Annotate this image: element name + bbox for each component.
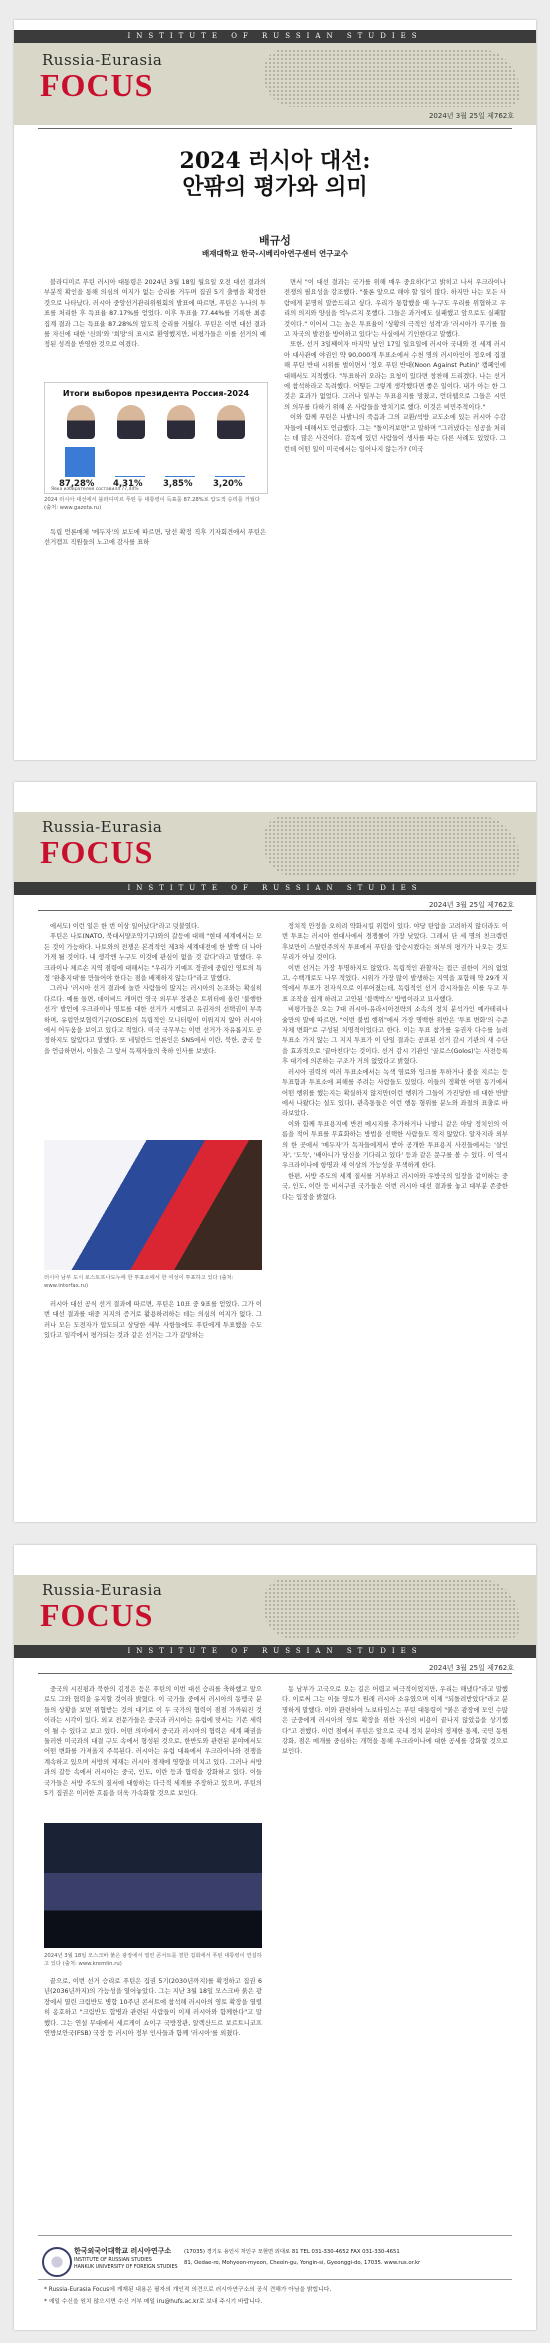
brand-title-top: Russia-Eurasia [42,51,163,69]
author-name: 배규성 [259,234,291,247]
masthead [14,812,536,882]
candidate-photo [217,405,245,439]
photo-caption: 2024년 3월 18일 모스크바 붉은 광장에서 열린 콘서트를 겸한 집회에서 푸틴 대통령이 연설하고 있다 (출처: www.kremlin.ru) [44,1953,262,1967]
header-rule [38,128,512,129]
paragraph: 블라디미르 푸틴 러시아 대통령은 2024년 3월 18일 월요일 오전 대선 결과의 부분적 확인을 통해 의심의 여지가 없는 승리를 거두며 집권 5기 출범을 확정한 것으로 나타났다. 러시아 중앙선거관리위원회의 발표에 따르면, 푸틴은 누나의 투표를 처리한 후 득표율 87.17%를 얻었다. 이후 투표율 77.44%를 기록한 최종 집계 결과 그는 득표율 87.28%의 압도적 승리를 거뒀다. 푸틴은 이번 대선 결과를 자신에 대한 '신뢰'와 '희망'의 표시로 환영했지만, 비평가들은 이를 선거의 예정된 성격을 반영한 것으로 여겼다. [44,279,266,349]
value-label-3: 3,85% [163,479,193,489]
paragraph: 푸틴은 나토(NATO, 북대서양조약기구)와의 갈등에 대해 "현대 세계에서는 모든 것이 가능하다. 나토와의 전쟁은 본격적인 제3차 세계대전에 한 발짝 더 나아가게 될 것이다. 내 생각엔 누구도 이것에 관심이 없을 것 같다"라고 말했다. 우크라이나 체르손 지역 점령에 대해서는 "우리가 키예프 정권에 중립인 영토의 특정 '완충지대'를 만들어야 한다는 점을 배제하지 않는다"라고 말했다. [44,933,262,983]
paragraph: 중국의 시진핑과 북한의 김정은 등은 푸틴의 이번 대선 승리를 축하했고 앞으로도 그와 협력을 유지할 것이라 밝혔다. 이 국가들 중에서 러시아의 동맹국 분들의 상황을 보면 위협받는 것의 대기로 이 두 국가의 협력이 점점 가까워진 것이라는 시각이 있다. 외교 전문가들은 중국과 러시아는 유럽에 맞서는 기존 세력이 될 수 있다고 보고 있다. 어떤 의미에서 중국과 러시아의 협력은 세계 패권을 둘러싼 미국과의 대결 구도 속에서 형성된 것으로, 한반도와 관련된 분야에서도 어떤 변화를 가져올지 주목된다. 러시아는 유럽 대륙에서 우크라이나와 전쟁을 계속하고 있으며 서방의 제재는 러시아 경제에 영향을 미치고 있다. 그러나 서방과의 갈등 속에서 러시아는 중국, 인도, 이란 등과 협력을 강화하고 있다. 이들 국가들은 서방 주도의 질서에 대항하는 다극적 세계를 주장하고 있으며, 푸틴의 5기 집권은 이러한 흐름을 더욱 가속화할 것으로 보인다. [44,1686,262,1798]
world-map-graphic [264,816,519,876]
paragraph: 에서도) 이런 일은 한 번 이상 일어났다"라고 덧붙였다. [50,923,200,930]
brand-title-main: FOCUS [40,1597,154,1633]
election-results-chart [44,382,268,494]
university-seal-icon [42,2247,72,2277]
article-title-line2: 안팎의 평가와 의미 [182,174,368,200]
voting-photo [44,1140,262,1270]
paragraph: 정치적 안정을 오히려 약화시킬 위험이 있다. 야당 탄압을 고려하지 않더라도 이번 투표는 러시아 현대사에서 경쟁률이 가장 낮았다. 그래서 단 세 명의 친크렘린 후보만이 스탈린주의식 투표에서 푸틴을 압승시켰다는 외부의 평가가 나오는 것도 무리가 아닐 것이다. [282,923,508,962]
candidate-photo [167,405,195,439]
body-column-left-cont [44,1977,262,2127]
chart-title: Итоги выборов президента Россия-2024 [62,389,250,398]
paragraph: 또한, 선거 3일째이자 마지막 날인 17일 일요일에 러시아 국내와 전 세계 러시아 대사관에 야권인 약 90,000개 투표소에서 수천 명의 러시아인이 정오에 집결해 푸틴 반대 시위를 벌이면서 '정오 푸틴 반대(Noon Against Putin)' 캠페인에 대해서도 지적했다. "투표하러 오라는 요청이 있다면 창찬해 드리겠다. 나는 선거에 참석하라고 독려했다. 어떻든 그렇게 생각했다면 좋은 일이다. 내가 아는 한 그것은 효과가 없었다. 그러나 일부는 투표용지를 망쳤고, 언더웹으로 그들은 시민의 의무를 다하기 위해 온 사람들을 방치기로 했다. 이것은 비민주적이다." [284,341,506,411]
institute-band: INSTITUTE OF RUSSIAN STUDIES [14,30,536,43]
body-column-right [282,922,508,1507]
paragraph: 그러나 '러시아 선거 결과에 놀란 사람들이 많지는 러시아의 논조와는 확실히 다르다. 예를 들면, 데이비드 캐머런 영국 외무부 장관은 트위터에 올린 '불행한 선거' 발언에 우크라이나 영토를 대한 선거가 시행되고 유권자의 선택권이 부족하며, 유럽안보협력기구(OSCE)의 독립적인 모니터링이 이뤄지지 않아 러시아에서 어두움을 보이고 있다고 적었다. 미국 국무부는 이번 선거가 자유롭지도 공정하지도 않았다고 말했다. 또 네덜란드 언론인은 SNS에서 이란, 북한, 중국 등을 언급하면서, 이들은 그 앞서 독재자들의 축하 인사를 보냈다. [44,985,262,1055]
institute-band: INSTITUTE OF RUSSIAN STUDIES [14,882,536,895]
footer-rule [38,2279,512,2280]
paragraph: 이와 함께 푸틴은 나발니의 죽음과 그의 교환/석방 교도소에 있는 러시아 수감자들에 대해서도 언급했다. 그는 "돌이켜보면"고 말하며 "그러냈다는 성공을 처리는 데 많은 사건이다. 감독에 있던 사람들이 생사를 따는 다른 사례도 있었다. 그런데 어떤 일이 미국에서는 일어나지 않는가? (미국 [284,414,506,453]
institute-name-en: INSTITUTE OF RUSSIAN STUDIES [74,2258,152,2263]
page-2 [14,782,536,1522]
author-affiliation: 배재대학교 한국-시베리아연구센터 연구교수 [202,249,348,258]
candidate-photo [117,405,145,439]
unsubscribe-text: * 예일 수신을 원치 않으시면 수신 거부 메일 iru@hufs.ac.kr로 보내 주시기 바랍니다. [44,2299,263,2305]
world-map-graphic [264,49,519,107]
article-title-line1: 2024 러시아 대선: [179,148,371,174]
institute-band: INSTITUTE OF RUSSIAN STUDIES [14,1645,536,1658]
paragraph: 이번 선거는 가장 투명하지도 않았다. 독립적인 관찰자는 접근 권한이 거의 없었고, 수백개로도 나무 적었다. 시위가 가장 많이 발생하는 지역을 포함해 약 29개 지역에서 투표가 전자식으로 이루어졌는데, 독립적인 선거 감시자들은 이를 두고 투표 조작을 쉽게 하려고 고안된 '블랙박스' 방법이라고 묘사했다. [282,964,508,1003]
brand-title-main: FOCUS [40,67,154,103]
value-label-2: 4,31% [113,479,143,489]
red-square-concert-photo [44,1823,262,1948]
body-column-right [284,278,506,455]
issue-number: 2024년 3월 25일 제762호 [428,112,514,120]
masthead [14,1575,536,1645]
body-column-left [44,1685,262,1817]
brand-title-top: Russia-Eurasia [42,1581,163,1599]
body-column-left [44,278,266,351]
body-column-right [282,1685,508,1825]
chart-caption: 2024 러시아 대선에서 블라디미르 푸틴 등 대통령이 득표를 87.28%로 압도적 승리를 거뒀다 (출처: www.gazeta.ru) [44,497,260,511]
page-1 [14,20,536,760]
paragraph: 러시아 대선 공식 선거 결과에 따르면, 푸틴은 10표 중 9표를 얻었다. 그가 이번 대선 결과를 대중 지지의 증거로 활용하려하는 데는 의심의 여지가 없다. 그러나 모든 도전자가 압도되고 상당한 세부 사항들에도 푸틴에게 투표했을 수도 있다고 일각에서 평가되는 것과 같은 선거는 그가 갈망하는 [44,1301,262,1340]
value-label-1: 87,28% [59,479,95,489]
page-3 [14,1545,536,2330]
world-map-graphic [264,1579,519,1639]
paragraph: 끝으로, 이번 선거 승리로 푸틴은 집권 5기(2030년까지)를 확정하고 집권 6년(2036년까지)의 가능성을 열어놓았다. 그는 지난 3월 18일 모스크바 붉은 광장에서 열린 크림반도 병합 10주년 콘서트에 참석해 러시아의 영토 확장을 열렬히 옹호하고 "크림반도 합병과 관련된 사람들이 이제 러시아와 함께한다"고 말했다. 그는 연설 무대에서 세르게이 쇼이구 국방장관, 알렉산드르 보르트니코프 연방보안국(FSB) 국장 등 러시아 정부 인사들과 함께 '러시아'를 외쳤다. [44,1978,262,2038]
footer-rule [38,2235,512,2236]
body-column-left [44,922,262,1134]
bar-2 [115,476,145,477]
bar-4 [215,476,245,477]
photo-caption: 러시아 남부 도시 로스토프나도누에 한 투표소에서 한 여성이 투표하고 있다 (출처: www.interfax.ru) [44,1275,234,1289]
brand-title-top: Russia-Eurasia [42,818,163,836]
header-rule [38,910,512,911]
contact-address-en: 81, Oedae-ro, Mohyeon-myeon, Cheoin-gu, Yongin-si, Gyeonggi-do, 17035. www.rus.or.kr [184,2260,421,2266]
bar-1 [65,447,95,477]
paragraph: 면서 "이 대선 결과는 국가를 위해 매우 중요하다"고 밝히고 나서 우크라이나 전쟁의 필요성을 강조했다. "물론 앞으로 해야 할 일이 많다. 하지만 나는 모든 사람에게 분명히 말씀드리고 싶다. 우리가 통합했을 때 누구도 우리를 위협하고 우리의 의지와 양심을 억누르지 못했다. 그들은 과거에도 실패했고 앞으로도 실패할 것이다." 이어서 그는 높은 투표율이 '상황의 극적인 성격'과 '러시아가 무기를 들고 자국의 발전을 방어하고 있다'는 사실에서 기인한다고 말했다. [284,279,506,339]
body-column-left-cont [44,528,266,549]
header-rule [38,1673,512,1674]
issue-number: 2024년 3월 25일 제762호 [428,901,514,909]
masthead [14,43,536,125]
paragraph: 한편, 서방 주도의 세계 질서를 거부하고 러시아와 우방국의 입장을 같이하는 중국, 인도, 이란 등 비서구권 국가들은 이번 러시아 대선 결과를 놓고 대부분 존중한다는 입장을 밝혔다. [282,1172,508,1201]
paragraph: 동 남부가 고국으로 오는 길은 어렵고 비극적이었지만, 우리는 해냈다"라고 말했다. 이로써 그는 이들 영토가 원래 러시아 소유였으며 이제 "되돌려받았다"라고 분명하게 말했다. 이와 관련하여 노보타임스는 푸틴 대통령이 "붉은 광장에 모인 수많은 군중에게 러시아의 영토 확장을 위한 자신의 비용이 끝나지 않았음을 상기했다"고 전했다. 이런 점에서 푸틴은 앞으로 국내 정치 분야의 정제한 통제, 국민 동원 강화, 점은 매개를 중심하는 개혁을 통해 우크라이나에 대한 공세를 강화할 것으로 보인다. [282,1686,508,1756]
paragraph: 독립 언론매체 '메두자'의 보도에 따르면, 당선 확정 직후 기자회견에서 푸틴은 선거캠프 직원들의 노고에 감사를 표하 [44,529,266,547]
brand-title-main: FOCUS [40,834,154,870]
turnout-note: Явка избирателей составила 77,44% [51,487,139,492]
body-column-left-cont [44,1300,262,1500]
disclaimer-note: * Russia-Eurasia Focus에 게재된 내용은 필자의 개인적 의견으로 러시아연구소의 공식 견해가 아님을 밝힙니다. [44,2287,332,2293]
issue-number: 2024년 3월 25일 제762호 [428,1664,514,1672]
paragraph: 이와 함께 투표용지에 반전 메시지를 추가하거나 나발니 같은 야당 정치인의 이름을 적어 투표를 무효화하는 방법을 선택한 사람들도 적지 않았다. 알자지라 외부의 한 곳에서 '메두자'가 독자들에게서 받아 공개한 투표용지 사진들에서는 '살인자', '도둑', '배아니가 당신을 기다리고 있다' 등과 같은 문구를 볼 수 있다. 이 역시 우크라이나에 항명과 새 이상의 가능성을 무색하게 한다. [282,1120,508,1170]
contact-address: (17035) 경기도 용인시 처인구 모현면 외대로 81 TEL 031-330-4652 FAX 031-330-4651 [184,2249,400,2255]
paragraph: 비평가들은 오는 7대 러시아-유라시아전략의 소속의 정치 분석가인 예카테리나 슐만의 말에 따르면, "이번 불법 행위"에서 가장 명백한 위반은 '투표 변화'의 수준 자체 변화"로 구성된 치명적이었다고 한다. 이는 투표 참가를 유권자 다수를 늘려 투표소 가지 않는 그 지지 투표가 이 단일 결과는 공표된 선거 감시 기관의 새 수단을 효과적으로 '끝마친다'는 것이다. 선거 감시 기관인 '골로스(Golos)'는 사전등록 후 대기에 의존하는 구조가 거의 없었다고 밝혔다. [282,1006,508,1066]
paragraph: 러시아 권력의 여러 투표소에서는 녹색 염료와 잉크를 투하거나 불을 지르는 등 투표함과 투표소에 피해를 주려는 사람들도 있었다. 이들의 정확한 어떤 동기에서 어떤 행위를 했는지는 확실하지 않지만(이런 행위가 그들이 가진당한 데 대한 반발에서 나왔다는 설도 있다), 관측통들은 이런 행동 형위를 분노와 좌절의 표출로 바라보았다. [282,1068,508,1118]
university-name-en: HANKUK UNIVERSITY OF FOREIGN STUDIES [74,2265,178,2270]
bar-3 [165,476,195,477]
unsubscribe-note [44,2297,262,2307]
candidate-photo [67,405,95,439]
institute-name-ko: 한국외국어대학교 러시아연구소 [74,2247,172,2255]
value-label-4: 3,20% [213,479,243,489]
